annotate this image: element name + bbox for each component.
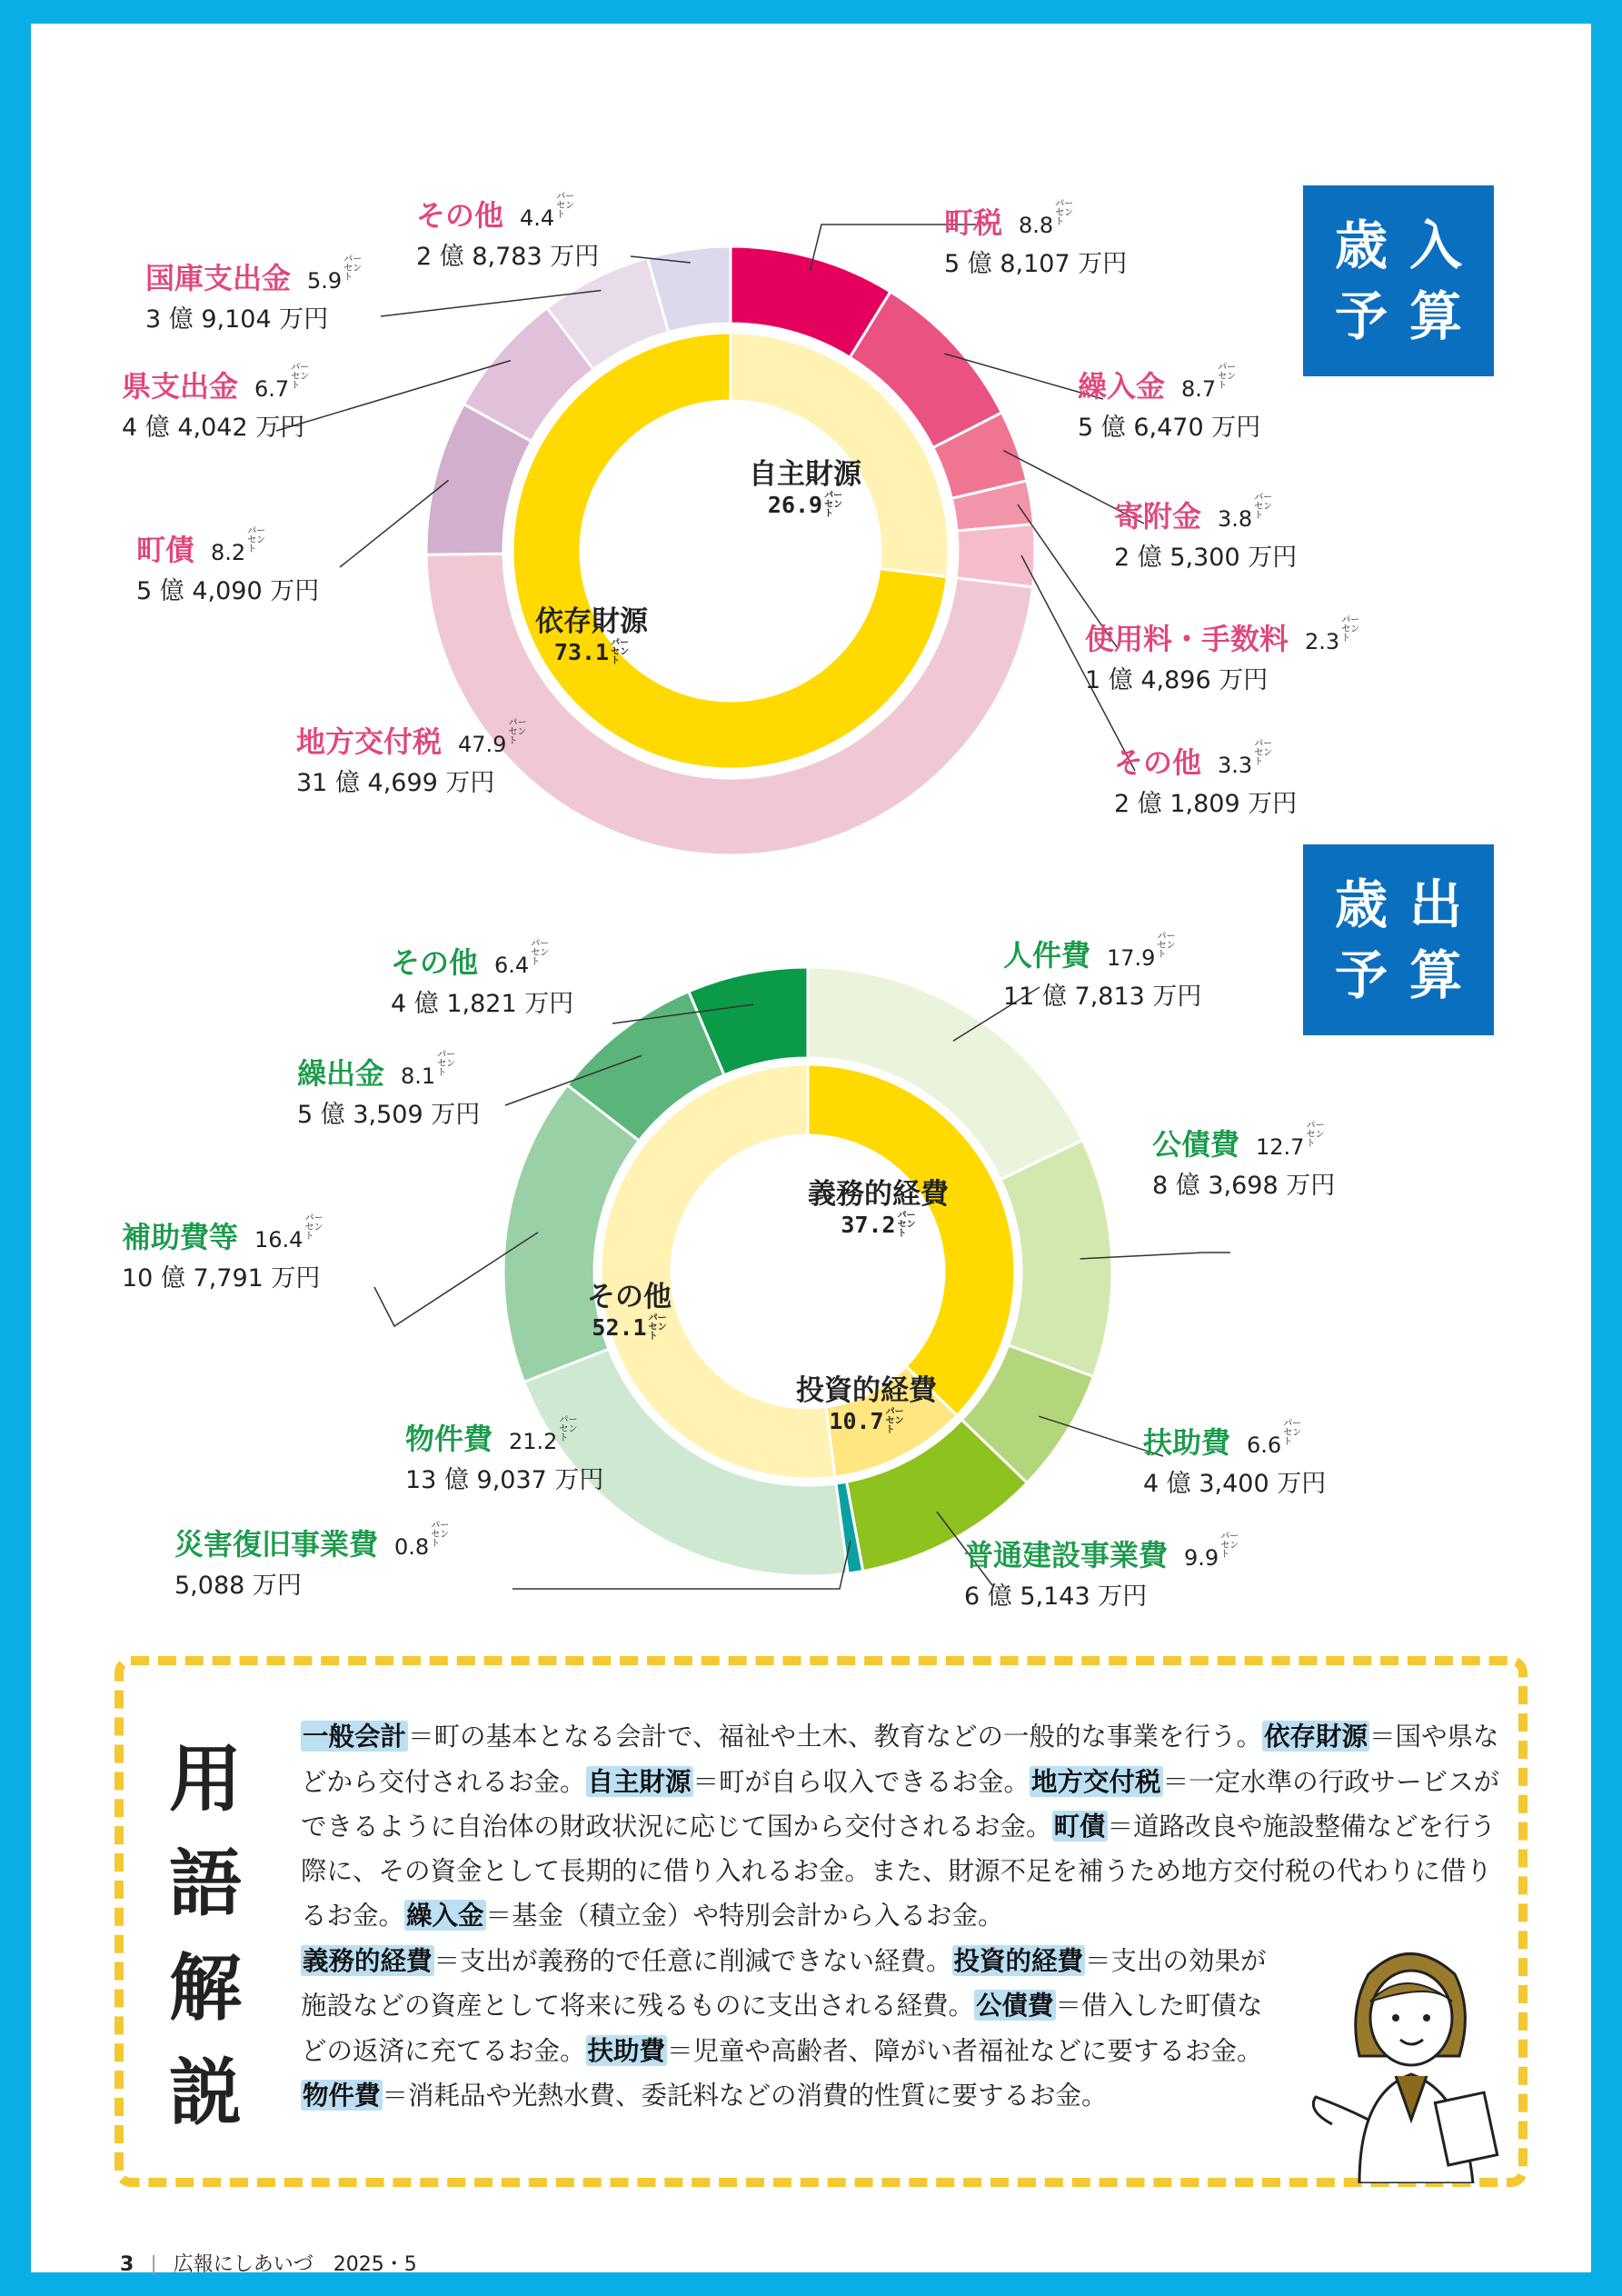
glossary-term: 投資的経費 xyxy=(953,1944,1084,1976)
glossary-desc: ＝支出の効果が施設などの資産として将来に残るものに支出される経費。 xyxy=(301,1945,1267,2021)
expenditure-inner-label-mandatory: 義務的経費 37.2 パーセント xyxy=(808,1178,949,1239)
revenue-title-line1: 歳入 xyxy=(1334,215,1484,276)
expenditure-title-line1: 歳出 xyxy=(1334,873,1484,935)
expenditure-title-line2: 予算 xyxy=(1334,944,1484,1006)
expenditure-inner-label-other: その他 52.1 パーセント xyxy=(587,1281,672,1342)
glossary-term: 扶助費 xyxy=(587,2034,666,2066)
expenditure-title xyxy=(1303,844,1494,1035)
revenue-inner-label-dependent: 依存財源 73.1 パーセント xyxy=(535,605,648,666)
revenue-label-transfer-in: 繰入金 8.7パーセント 5 億 6,470 万円 xyxy=(1078,363,1261,442)
glossary-term: 町債 xyxy=(1053,1811,1106,1842)
glossary-desc: ＝道路改良や施設整備などを行う際に、その資金として長期的に借り入れるお金。また、財源不足を補うため地方交付税の代わりに借りるお金。 xyxy=(301,1812,1497,1931)
revenue-title-line2: 予算 xyxy=(1334,285,1484,347)
glossary-term: 公債費 xyxy=(976,1990,1054,2021)
page-footer xyxy=(120,2249,417,2277)
revenue-label-fees: 使用料・手数料 2.3パーセント 1 億 4,896 万円 xyxy=(1085,615,1360,694)
glossary-desc: ＝消耗品や光熱水費、委託料などの消費的性質に要するお金。 xyxy=(382,2081,1108,2111)
glossary-term: 一般会計 xyxy=(303,1721,407,1752)
expenditure-label-personnel: 人件費 17.9パーセント 11 億 7,813 万円 xyxy=(1003,932,1202,1011)
revenue-label-town-tax: 町税 8.8パーセント 5 億 8,107 万円 xyxy=(944,199,1128,278)
page-number: 3 xyxy=(120,2253,134,2276)
glossary-desc: ＝町が自ら収入できるお金。 xyxy=(692,1766,1030,1797)
expenditure-label-other: その他 6.4パーセント 4 億 1,821 万円 xyxy=(391,939,574,1018)
publication-name: 広報にしあいづ 2025・5 xyxy=(173,2253,417,2276)
glossary-term: 義務的経費 xyxy=(303,1944,433,1976)
glossary-term: 依存財源 xyxy=(1263,1721,1368,1752)
glossary-title-char: 用 xyxy=(169,1736,242,1822)
revenue-label-local-allocation-tax: 地方交付税 47.9パーセント 31 億 4,699 万円 xyxy=(296,718,527,797)
glossary-desc: ＝基金（積立金）や特別会計から入るお金。 xyxy=(485,1901,1004,1931)
presenter-illustration xyxy=(1305,1938,1514,2183)
revenue-inner-label-own: 自主財源 26.9 パーセント xyxy=(749,458,861,519)
revenue-label-donations: 寄附金 3.8パーセント 2 億 5,300 万円 xyxy=(1114,493,1298,572)
glossary-desc: ＝児童や高齢者、障がい者福祉などに要するお金。 xyxy=(667,2035,1263,2066)
expenditure-label-construction: 普通建設事業費 9.9パーセント 6 億 5,143 万円 xyxy=(964,1532,1239,1611)
glossary-title-char: 解 xyxy=(169,1945,242,2031)
glossary-desc: ＝町の基本となる会計で、福祉や土木、教育などの一般的な事業を行う。 xyxy=(408,1722,1262,1752)
revenue-label-prefecture-disbursements: 県支出金 6.7パーセント 4 億 4,042 万円 xyxy=(122,363,310,442)
revenue-label-other-right: その他 3.3パーセント 2 億 1,809 万円 xyxy=(1114,739,1298,818)
glossary-desc: ＝借入した町債などの返済に充てるお金。 xyxy=(301,1991,1263,2066)
glossary-desc: ＝国や県などから交付されるお金。 xyxy=(301,1722,1499,1797)
glossary-term: 地方交付税 xyxy=(1031,1765,1161,1797)
expenditure-label-disaster-recovery: 災害復旧事業費 0.8パーセント 5,088 万円 xyxy=(174,1521,450,1600)
expenditure-label-transfer-out: 繰出金 8.1パーセント 5 億 3,509 万円 xyxy=(297,1050,481,1129)
expenditure-label-debt-service: 公債費 12.7パーセント 8 億 3,698 万円 xyxy=(1152,1121,1336,1200)
revenue-outer-slice-5 xyxy=(956,524,1035,587)
expenditure-label-subsidies: 補助費等 16.4パーセント 10 億 7,791 万円 xyxy=(122,1213,323,1293)
glossary-title-char: 語 xyxy=(169,1841,242,1926)
glossary-term: 自主財源 xyxy=(587,1765,692,1797)
glossary-term: 繰入金 xyxy=(406,1900,484,1931)
glossary-title-char: 説 xyxy=(169,2050,242,2135)
glossary-title xyxy=(155,1727,255,2145)
glossary-box xyxy=(114,1656,1527,2187)
footer-separator: | xyxy=(150,2253,157,2276)
revenue-label-other-left: その他 4.4パーセント 2 億 8,783 万円 xyxy=(416,192,600,271)
revenue-label-national-disbursements: 国庫支出金 5.9パーセント 3 億 9,104 万円 xyxy=(145,255,363,334)
expenditure-label-welfare: 扶助費 6.6パーセント 4 億 3,400 万円 xyxy=(1143,1419,1327,1498)
expenditure-inner-label-investment: 投資的経費 10.7 パーセント xyxy=(796,1374,937,1435)
glossary-term: 物件費 xyxy=(303,2080,381,2111)
glossary-desc: ＝支出が義務的で任意に削減できない経費。 xyxy=(433,1945,952,1976)
glossary-desc: ＝一定水準の行政サービスができるように自治体の財政状況に応じて国から交付されるお金。 xyxy=(301,1766,1500,1842)
expenditure-label-supplies: 物件費 21.2パーセント 13 億 9,037 万円 xyxy=(405,1415,604,1494)
revenue-label-town-bonds: 町債 8.2パーセント 5 億 4,090 万円 xyxy=(136,526,320,605)
